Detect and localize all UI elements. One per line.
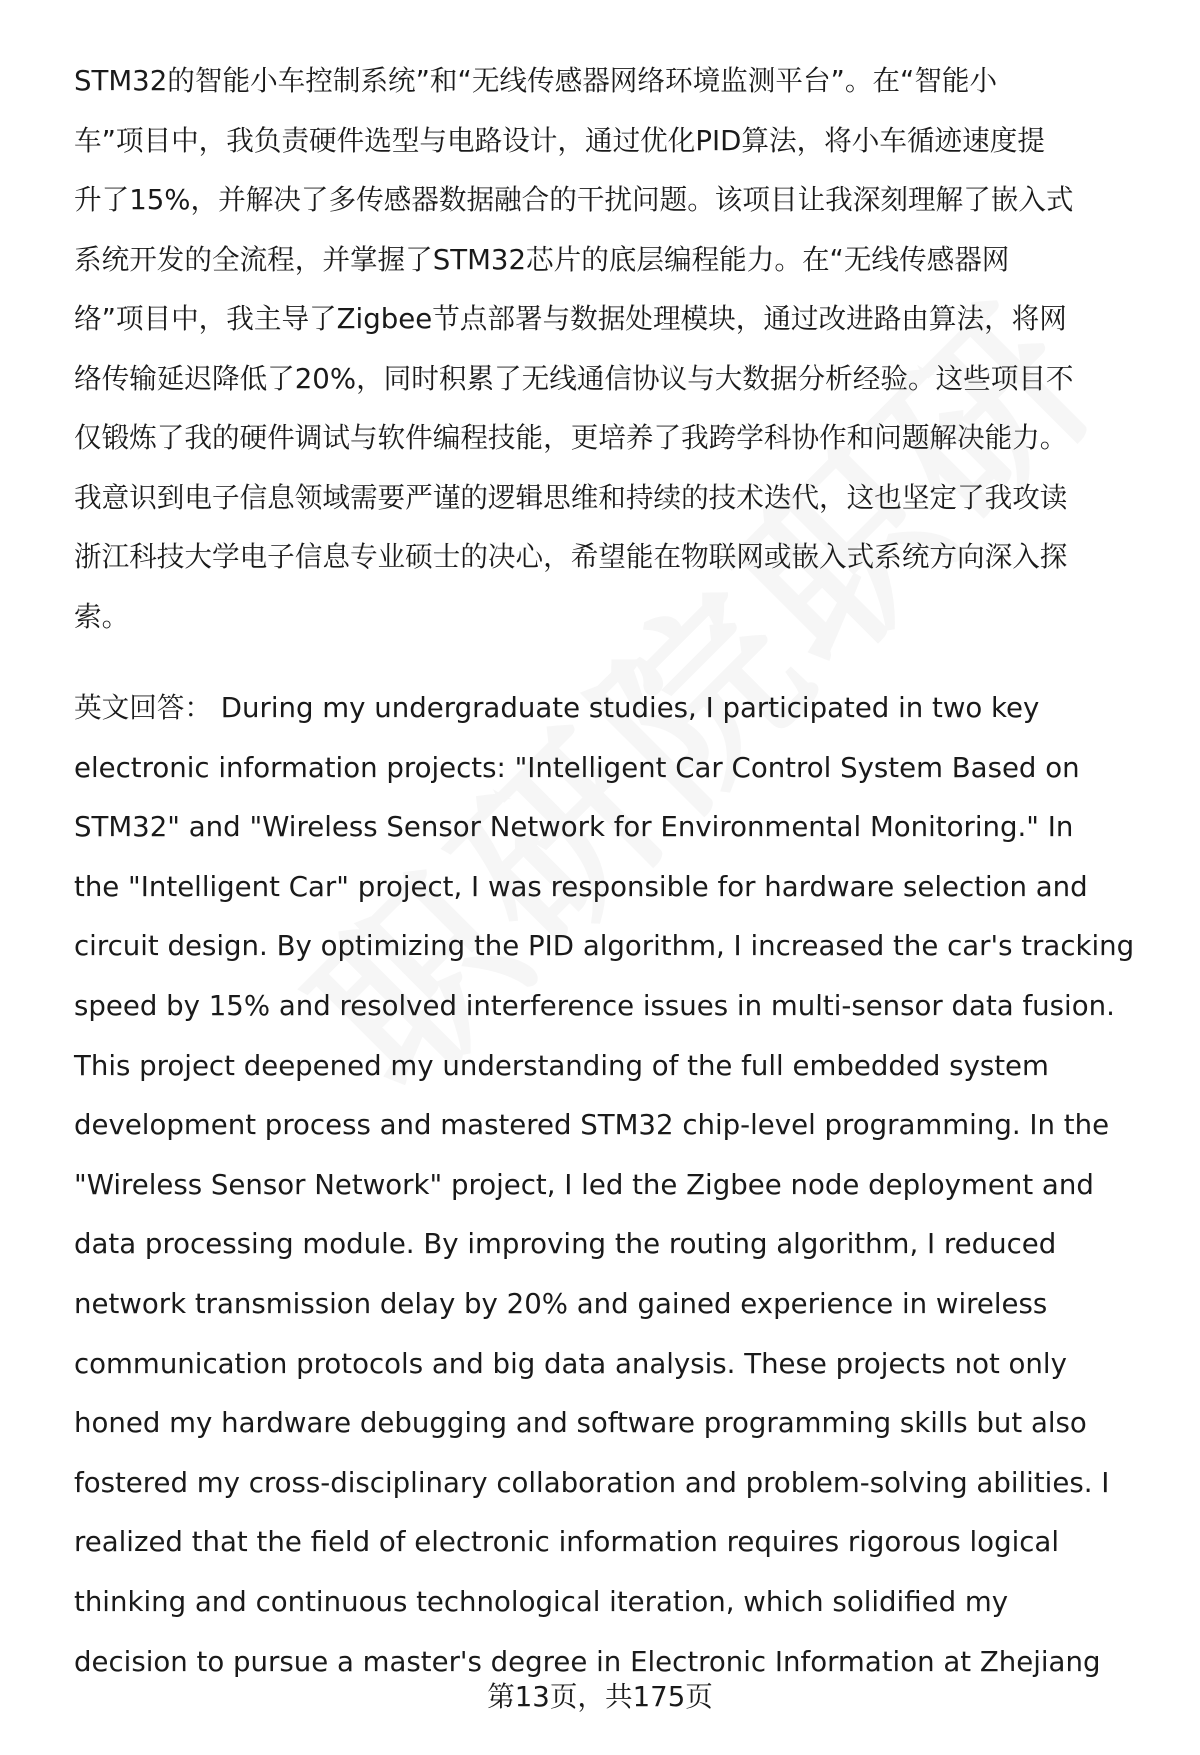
- paragraph-gap: [74, 646, 1154, 678]
- paragraph-line: 络传输延迟降低了20%，同时积累了无线通信协议与大数据分析经验。这些项目不: [74, 361, 1074, 395]
- paragraph-line: network transmission delay by 20% and gained experience in wireless: [74, 1286, 1048, 1320]
- paragraph-line: 系统开发的全流程，并掌握了STM32芯片的底层编程能力。在“无线传感器网: [74, 242, 1010, 276]
- paragraph-line: 索。: [74, 599, 130, 633]
- english-answer-paragraph: [74, 678, 1154, 1691]
- paragraph-line: electronic information projects: "Intelligent Car Control System Based on: [74, 750, 1080, 784]
- page-number-footer: 第13页，共175页: [487, 1680, 713, 1713]
- paragraph-line: 英文回答： During my undergraduate studies, I participated in two key: [74, 691, 1040, 724]
- paragraph-line: 络”项目中，我主导了Zigbee节点部署与数据处理模块，通过改进路由算法，将网: [74, 302, 1067, 335]
- paragraph-line: decision to pursue a master's degree in Electronic Information at Zhejiang: [74, 1644, 1101, 1678]
- paragraph-line: 浙江科技大学电子信息专业硕士的决心，希望能在物联网或嵌入式系统方向深入探: [74, 540, 1068, 573]
- paragraph-line: STM32" and "Wireless Sensor Network for Environmental Monitoring." In: [74, 810, 1074, 844]
- paragraph-line: 仅锻炼了我的硬件调试与软件编程技能，更培养了我跨学科协作和问题解决能力。: [74, 421, 1068, 454]
- paragraph-line: honed my hardware debugging and software programming skills but also: [74, 1406, 1087, 1440]
- paragraph-line: circuit design. By optimizing the PID algorithm, I increased the car's tracking: [74, 929, 1135, 963]
- paragraph-line: 升了15%，并解决了多传感器数据融合的干扰问题。该项目让我深刻理解了嵌入式: [74, 183, 1074, 216]
- paragraph-line: "Wireless Sensor Network" project, I led the Zigbee node deployment and: [74, 1167, 1094, 1201]
- paragraph-line: data processing module. By improving the routing algorithm, I reduced: [74, 1227, 1057, 1261]
- paragraph-line: 我意识到电子信息领域需要严谨的逻辑思维和持续的技术迭代，这也坚定了我攻读: [74, 480, 1068, 514]
- paragraph-line: the "Intelligent Car" project, I was responsible for hardware selection and: [74, 869, 1088, 903]
- paragraph-line: development process and mastered STM32 chip-level programming. In the: [74, 1108, 1110, 1142]
- page-content: [74, 51, 1154, 1691]
- paragraph-line: thinking and continuous technological iteration, which solidified my: [74, 1584, 1009, 1618]
- paragraph-line: STM32的智能小车控制系统”和“无线传感器网络环境监测平台”。在“智能小: [74, 64, 998, 97]
- paragraph-line: 车”项目中，我负责硬件选型与电路设计，通过优化PID算法，将小车循迹速度提: [74, 123, 1045, 157]
- paragraph-line: realized that the field of electronic information requires rigorous logical: [74, 1525, 1059, 1559]
- paragraph-line: communication protocols and big data analysis. These projects not only: [74, 1346, 1067, 1380]
- paragraph-line: fostered my cross-disciplinary collaboration and problem-solving abilities. I: [74, 1465, 1110, 1499]
- paragraph-line: This project deepened my understanding of the full embedded system: [74, 1048, 1049, 1082]
- paragraph-line: speed by 15% and resolved interference issues in multi-sensor data fusion.: [74, 988, 1115, 1022]
- chinese-answer-paragraph: [74, 51, 1154, 646]
